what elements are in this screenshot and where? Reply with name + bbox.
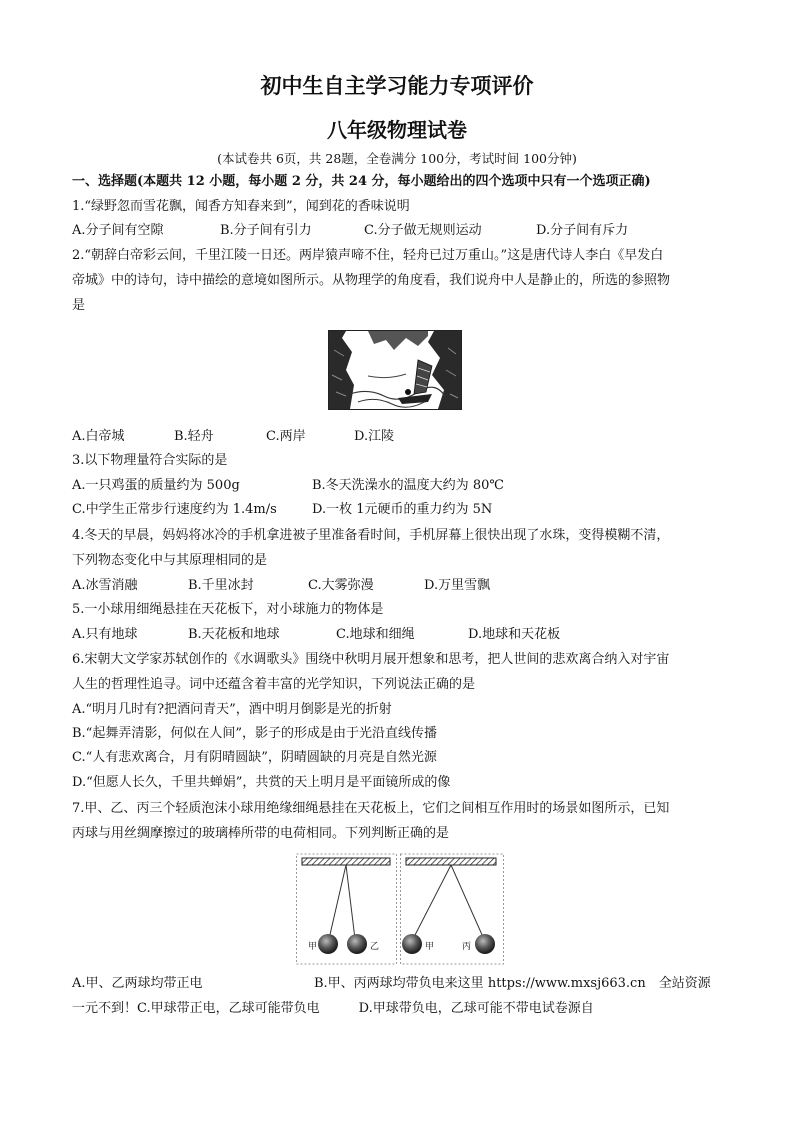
q3-stem: 3.以下物理量符合实际的是 bbox=[72, 453, 228, 468]
q7-options-line-2: 一元不到！C.甲球带正电，乙球可能带负电 D.甲球带负电，乙球可能不带电试卷源自 bbox=[72, 1001, 594, 1016]
q1-option-a: A.分子间有空隙 bbox=[72, 223, 164, 238]
q7-option-a: A.甲、乙两球均带正电 bbox=[72, 976, 203, 991]
q4-line-1: 4.冬天的早晨，妈妈将冰冷的手机拿进被子里准备看时间，手机屏幕上很快出现了水珠，变得模糊不清， bbox=[72, 528, 670, 543]
q1-option-d: D.分子间有斥力 bbox=[536, 223, 629, 238]
q5-option-c: C.地球和细绳 bbox=[336, 627, 415, 642]
q6-line-1: 6.宋朝大文学家苏轼创作的《水调歌头》围绕中秋明月展开想象和思考，把人世间的悲欢离合纳入对宇宙 bbox=[72, 652, 670, 667]
q1-option-b: B.分子间有引力 bbox=[220, 223, 312, 238]
exam-note: (本试卷共 6页，共 28题，全卷满分 100分，考试时间 100分钟) bbox=[217, 151, 577, 166]
q2-line-1: 2.“朝辞白帝彩云间，千里江陵一日还。两岸猿声啼不住，轻舟已过万重山。”这是唐代诗人李白《早发白 bbox=[72, 248, 664, 263]
q4-line-2: 下列物态变化中与其原理相同的是 bbox=[72, 553, 268, 568]
q6-option-d: D.“但愿人长久，千里共蝉娟”，共赏的天上明月是平面镜所成的像 bbox=[72, 775, 451, 790]
q6-option-a: A.“明月几时有?把酒问青天”，酒中明月倒影是光的折射 bbox=[72, 702, 392, 717]
q3-option-b: B.冬天洗澡水的温度大约为 80℃ bbox=[312, 478, 504, 493]
exam-subtitle: 八年级物理试卷 bbox=[327, 118, 467, 142]
ball-jia-label-1: 甲 bbox=[308, 942, 318, 952]
q2-option-c: C.两岸 bbox=[266, 429, 306, 444]
q2-option-b: B.轻舟 bbox=[174, 429, 214, 444]
ball-bing-label: 丙 bbox=[462, 942, 472, 952]
exam-title: 初中生自主学习能力专项评价 bbox=[260, 73, 534, 98]
q1-option-c: C.分子做无规则运动 bbox=[364, 223, 482, 238]
q2-option-a: A.白帝城 bbox=[72, 429, 125, 444]
q6-option-c: C.“人有悲欢离合，月有阴晴圆缺”，阴晴圆缺的月亮是自然光源 bbox=[72, 750, 437, 765]
ball-jia-label-2: 甲 bbox=[425, 942, 435, 952]
q5-option-b: B.天花板和地球 bbox=[188, 627, 280, 642]
q2-line-3: 是 bbox=[72, 298, 86, 313]
q2-option-d: D.江陵 bbox=[354, 429, 395, 444]
q3-option-d: D.一枚 1元硬币的重力约为 5N bbox=[312, 502, 493, 517]
q7-line-1: 7.甲、乙、丙三个轻质泡沫小球用绝缘细绳悬挂在天花板上，它们之间相互作用时的场景如图所示，已知 bbox=[72, 801, 670, 816]
pendulum-balls-illustration bbox=[296, 852, 504, 966]
q6-option-b: B.“起舞弄清影，何似在人间”，影子的形成是由于光沿直线传播 bbox=[72, 726, 437, 741]
section-heading: 一、选择题(本题共 12 小题，每小题 2 分，共 24 分，每小题给出的四个选项中只有一个选项正确) bbox=[72, 174, 651, 189]
q4-option-d: D.万里雪飘 bbox=[424, 578, 491, 593]
q2-line-2: 帝城》中的诗句，诗中描绘的意境如图所示。从物理学的角度看，我们说舟中人是静止的，所选的参照物 bbox=[72, 273, 671, 288]
q6-line-2: 人生的哲理性追寻。词中还蕴含着丰富的光学知识，下列说法正确的是 bbox=[72, 677, 476, 692]
q7-line-2: 丙球与用丝绸摩擦过的玻璃棒所带的电荷相同。下列判断正确的是 bbox=[72, 826, 450, 841]
q5-option-d: D.地球和天花板 bbox=[468, 627, 561, 642]
q1-stem: 1.“绿野忽而雪花飘，闻香方知春来到”，闻到花的香味说明 bbox=[72, 199, 410, 214]
boat-river-figure bbox=[328, 330, 462, 410]
q5-option-a: A.只有地球 bbox=[72, 627, 138, 642]
ball-yi-label: 乙 bbox=[370, 942, 380, 952]
pendulum-balls-figure bbox=[296, 852, 504, 966]
q5-stem: 5.一小球用细绳悬挂在天花板下，对小球施力的物体是 bbox=[72, 602, 384, 617]
q4-option-a: A.冰雪消融 bbox=[72, 578, 138, 593]
q4-option-b: B.千里冰封 bbox=[188, 578, 254, 593]
q3-option-c: C.中学生正常步行速度约为 1.4m/s bbox=[72, 502, 277, 517]
boat-river-illustration bbox=[328, 330, 462, 410]
q7-option-b: B.甲、丙两球均带负电来这里 https://www.mxsj663.cn 全站资源 bbox=[314, 976, 711, 991]
q3-option-a: A.一只鸡蛋的质量约为 500g bbox=[72, 478, 240, 493]
q4-option-c: C.大雾弥漫 bbox=[308, 578, 374, 593]
